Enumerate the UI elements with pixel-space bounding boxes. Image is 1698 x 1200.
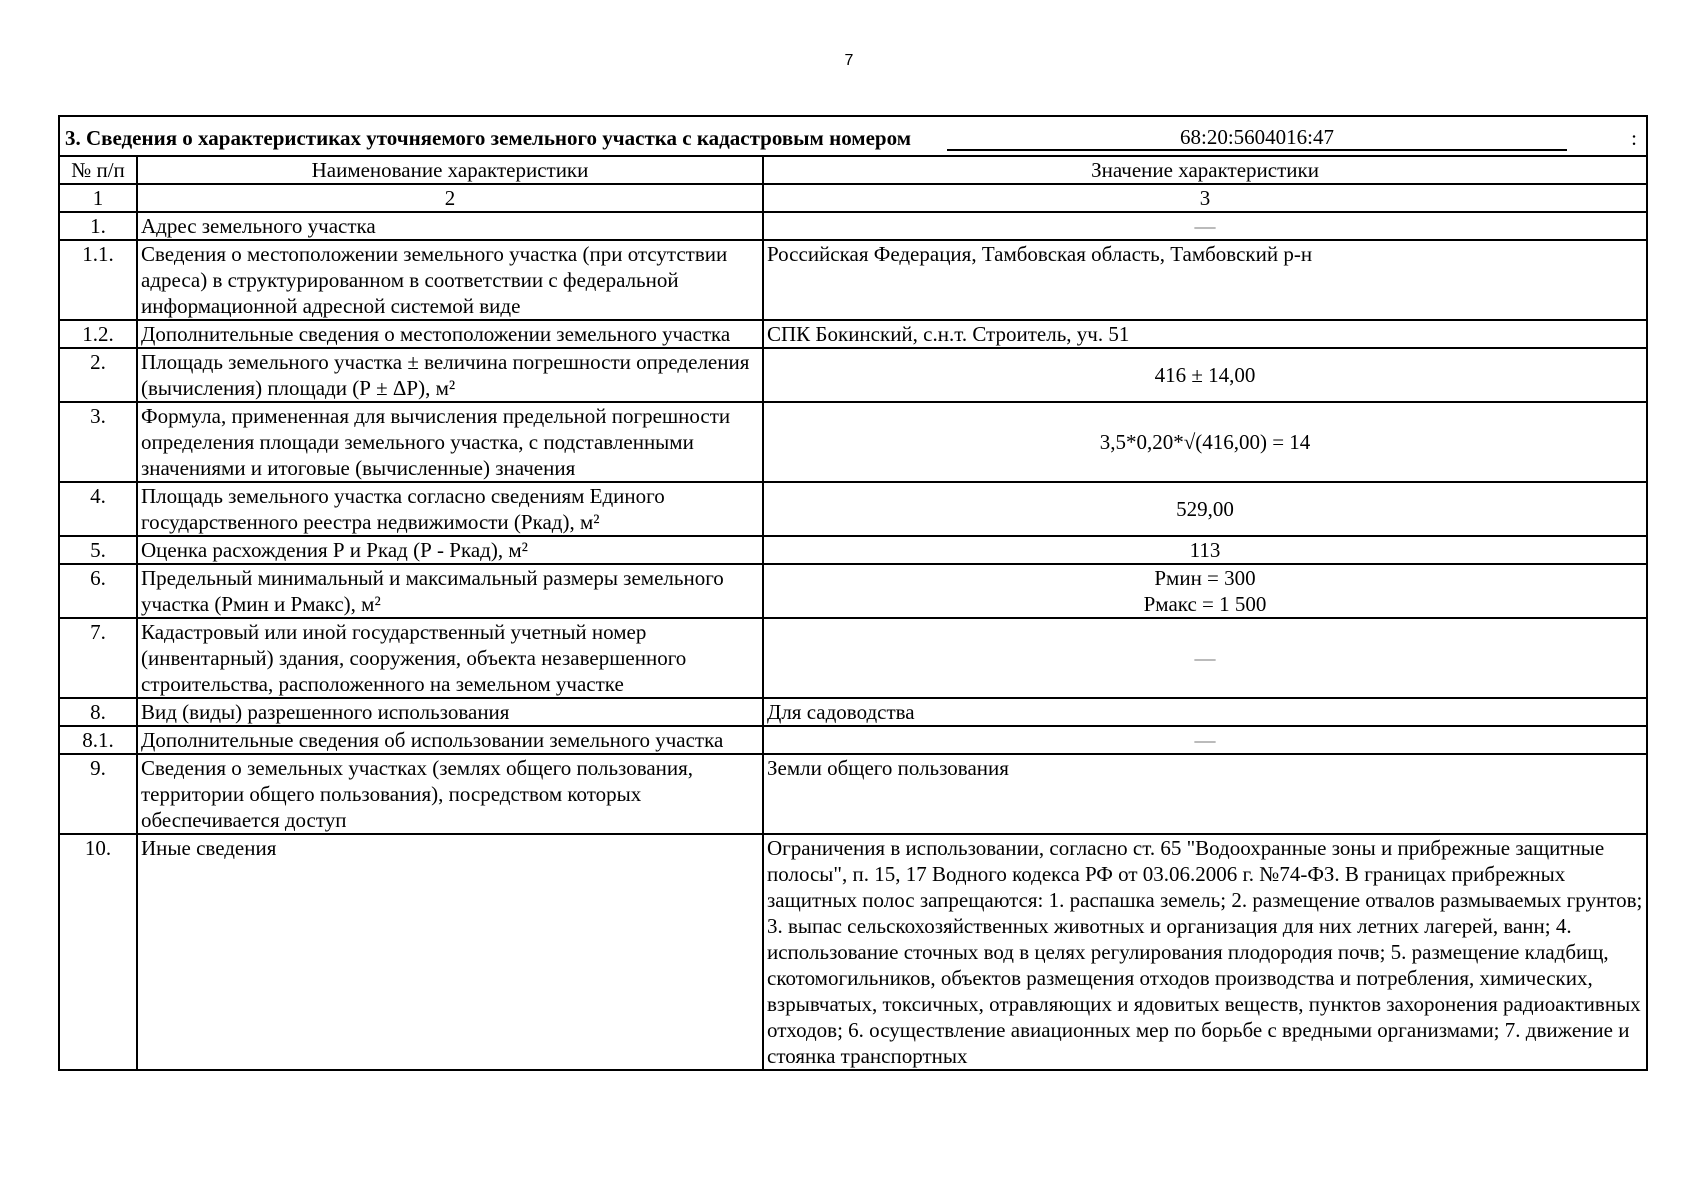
col-index-2: 2 (137, 184, 763, 212)
row-number: 4. (59, 482, 137, 536)
row-value: — (763, 212, 1647, 240)
row-name: Кадастровый или иной государственный учетный номер (инвентарный) здания, сооружения, объекта незавершенного строительства, расположенного на земельном участке (137, 618, 763, 698)
row-value: СПК Бокинский, с.н.т. Строитель, уч. 51 (763, 320, 1647, 348)
row-number: 2. (59, 348, 137, 402)
row-name: Вид (виды) разрешенного использования (137, 698, 763, 726)
row-name: Сведения о местоположении земельного участка (при отсутствии адреса) в структурированном в соответствии с федеральной информационной адресной системой виде (137, 240, 763, 320)
col-index-1: 1 (59, 184, 137, 212)
row-value: Для садоводства (763, 698, 1647, 726)
row-name: Площадь земельного участка ± величина погрешности определения (вычисления) площади (Р ± ΔР), м² (137, 348, 763, 402)
table-row (59, 834, 1647, 1070)
section-header-row (59, 116, 1647, 156)
section-header-cell (59, 116, 1647, 156)
characteristics-table (58, 115, 1648, 1071)
table-row (59, 212, 1647, 240)
row-value: Земли общего пользования (763, 754, 1647, 834)
page-number: 7 (844, 52, 854, 69)
row-value: 3,5*0,20*√(416,00) = 14 (763, 402, 1647, 482)
header-colon: : (1631, 126, 1638, 150)
row-number: 7. (59, 618, 137, 698)
col-header-num: № п/п (59, 156, 137, 184)
row-number: 8.1. (59, 726, 137, 754)
row-value: Российская Федерация, Тамбовская область, Тамбовский р-н (763, 240, 1647, 320)
table-row (59, 240, 1647, 320)
row-value: — (763, 618, 1647, 698)
row-number: 3. (59, 402, 137, 482)
row-number: 1. (59, 212, 137, 240)
cadastral-number: 68:20:5604016:47 (947, 125, 1567, 151)
row-number: 10. (59, 834, 137, 1070)
row-number: 1.2. (59, 320, 137, 348)
section-title: 3. Сведения о характеристиках уточняемого земельного участка с кадастровым номером (65, 126, 912, 150)
table-row (59, 482, 1647, 536)
row-number: 5. (59, 536, 137, 564)
column-header-row (59, 156, 1647, 184)
table-row (59, 320, 1647, 348)
table-row (59, 618, 1647, 698)
row-number: 8. (59, 698, 137, 726)
row-name: Сведения о земельных участках (землях общего пользования, территории общего пользования), посредством которых обеспечивается доступ (137, 754, 763, 834)
col-header-name: Наименование характеристики (137, 156, 763, 184)
table-row (59, 348, 1647, 402)
table-row (59, 564, 1647, 618)
row-value: 416 ± 14,00 (763, 348, 1647, 402)
row-name: Дополнительные сведения об использовании земельного участка (137, 726, 763, 754)
row-value: 529,00 (763, 482, 1647, 536)
row-name: Адрес земельного участка (137, 212, 763, 240)
characteristics-sheet (58, 115, 1646, 1071)
row-name: Предельный минимальный и максимальный размеры земельного участка (Рмин и Рмакс), м² (137, 564, 763, 618)
col-index-3: 3 (763, 184, 1647, 212)
column-index-row (59, 184, 1647, 212)
col-header-value: Значение характеристики (763, 156, 1647, 184)
row-name: Дополнительные сведения о местоположении земельного участка (137, 320, 763, 348)
table-row (59, 402, 1647, 482)
value-max-size: Рмакс = 1 500 (1143, 592, 1267, 616)
row-value (763, 564, 1647, 618)
row-number: 1.1. (59, 240, 137, 320)
table-row (59, 536, 1647, 564)
row-name: Площадь земельного участка согласно сведениям Единого государственного реестра недвижимости (Ркад), м² (137, 482, 763, 536)
table-row (59, 726, 1647, 754)
table-row (59, 754, 1647, 834)
row-number: 9. (59, 754, 137, 834)
row-name: Иные сведения (137, 834, 763, 1070)
row-name: Формула, примененная для вычисления предельной погрешности определения площади земельного участка, с подставленными значениями и итоговые (вычисленные) значения (137, 402, 763, 482)
table-row (59, 698, 1647, 726)
row-value: 113 (763, 536, 1647, 564)
row-number: 6. (59, 564, 137, 618)
row-name: Оценка расхождения Р и Ркад (Р - Ркад), м² (137, 536, 763, 564)
value-min-size: Рмин = 300 (1154, 566, 1256, 590)
row-value: — (763, 726, 1647, 754)
row-value: Ограничения в использовании, согласно ст. 65 "Водоохранные зоны и прибрежные защитные полосы", п. 15, 17 Водного кодекса РФ от 03.06.2006 г. №74-ФЗ. В границах прибрежных защитных полос запрещаются: 1. распашка земель; 2. размещение отвалов размываемых грунтов; 3. выпас сельскохозяйственных животных и организация для них летних лагерей, ванн; 4. использование сточных вод в целях регулирования плодородия почв; 5. размещение кладбищ, скотомогильников, объектов размещения отходов производства и потребления, химических, взрывчатых, токсичных, отравляющих и ядовитых веществ, пунктов захоронения радиоактивных отходов; 6. осуществление авиационных мер по борьбе с вредными организмами; 7. движение и стоянка транспортных (763, 834, 1647, 1070)
